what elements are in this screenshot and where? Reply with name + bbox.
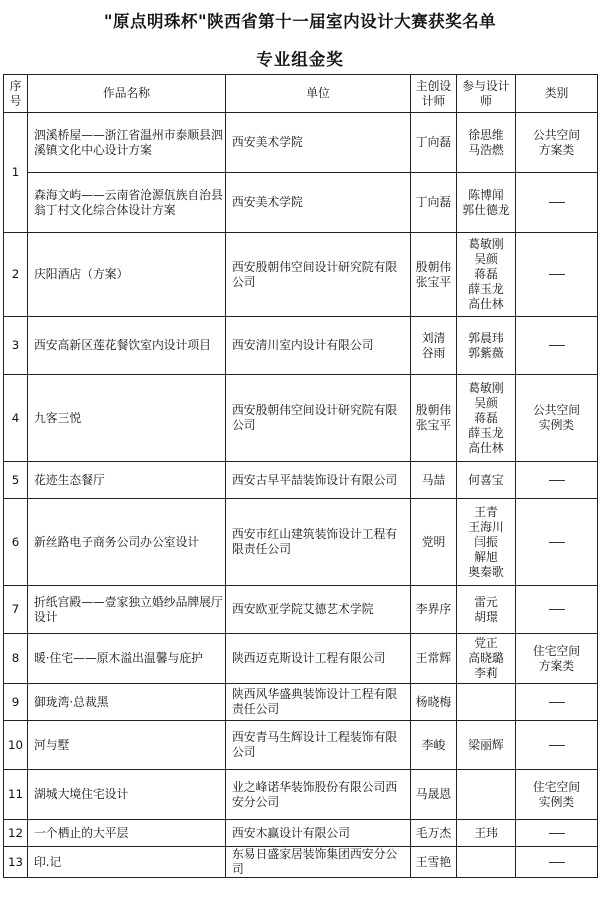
cell-no: 12 <box>4 820 28 847</box>
document-title: "原点明珠杯"陕西省第十一届室内设计大赛获奖名单 <box>103 12 497 31</box>
dash-mark <box>549 542 565 543</box>
cell-unit: 陕西风华盛典装饰设计工程有限责任公司 <box>226 684 411 721</box>
table-row <box>4 820 598 847</box>
cell-lead: 李界序 <box>411 586 457 634</box>
cell-no: 8 <box>4 634 28 684</box>
cell-no: 7 <box>4 586 28 634</box>
table-row <box>4 499 598 586</box>
cell-unit: 西安美术学院 <box>226 173 411 233</box>
cell-members: 徐思维 马浩燃 <box>457 113 516 173</box>
header-lead: 主创设计师 <box>411 75 457 113</box>
cell-category: 住宅空间 方案类 <box>516 634 598 684</box>
cell-category <box>516 173 598 233</box>
cell-work: 印.记 <box>28 847 226 878</box>
cell-unit: 东易日盛家居装饰集团西安分公司 <box>226 847 411 878</box>
table-row <box>4 634 598 684</box>
dash-mark <box>549 345 565 346</box>
cell-unit: 西安欧亚学院艾德艺术学院 <box>226 586 411 634</box>
cell-lead: 马喆 <box>411 462 457 499</box>
cell-members: 雷元 胡璟 <box>457 586 516 634</box>
cell-lead: 王常辉 <box>411 634 457 684</box>
cell-no: 3 <box>4 317 28 375</box>
cell-work: 森海文屿——云南省沧源佤族自治县翁丁村文化综合体设计方案 <box>28 173 226 233</box>
cell-category <box>516 233 598 317</box>
document-subtitle: 专业组金奖 <box>256 50 344 69</box>
cell-work: 折纸宫殿——壹家独立婚纱品牌展厅设计 <box>28 586 226 634</box>
cell-category <box>516 847 598 878</box>
cell-work: 庆阳酒店（方案） <box>28 233 226 317</box>
cell-work: 西安高新区莲花餐饮室内设计项目 <box>28 317 226 375</box>
cell-no: 4 <box>4 375 28 462</box>
cell-unit: 业之峰诺华装饰股份有限公司西安分公司 <box>226 770 411 820</box>
awards-table <box>3 74 598 878</box>
cell-members: 陈博闻 郭仕德龙 <box>457 173 516 233</box>
cell-lead: 王雪艳 <box>411 847 457 878</box>
cell-members: 何喜宝 <box>457 462 516 499</box>
cell-lead: 殷朝伟 张宝平 <box>411 375 457 462</box>
cell-unit: 西安清川室内设计有限公司 <box>226 317 411 375</box>
cell-work: 新丝路电子商务公司办公室设计 <box>28 499 226 586</box>
cell-no: 10 <box>4 721 28 770</box>
cell-no: 6 <box>4 499 28 586</box>
cell-lead: 殷朝伟 张宝平 <box>411 233 457 317</box>
table-header-row <box>4 75 598 113</box>
table-row <box>4 317 598 375</box>
cell-no: 1 <box>4 113 28 233</box>
table-row <box>4 847 598 878</box>
cell-category <box>516 820 598 847</box>
cell-unit: 西安美术学院 <box>226 113 411 173</box>
cell-category <box>516 586 598 634</box>
header-no: 序号 <box>4 75 28 113</box>
cell-unit: 西安青马生辉设计工程装饰有限公司 <box>226 721 411 770</box>
cell-members <box>457 770 516 820</box>
cell-members: 党正 高晓璐 李莉 <box>457 634 516 684</box>
dash-mark <box>549 833 565 834</box>
cell-lead: 马晟恩 <box>411 770 457 820</box>
cell-category <box>516 721 598 770</box>
cell-category <box>516 317 598 375</box>
cell-category: 公共空间 方案类 <box>516 113 598 173</box>
cell-work: 泗溪桥屋——浙江省温州市泰顺县泗溪镇文化中心设计方案 <box>28 113 226 173</box>
cell-lead: 党明 <box>411 499 457 586</box>
table-row <box>4 375 598 462</box>
cell-lead: 刘清 谷雨 <box>411 317 457 375</box>
table-row <box>4 684 598 721</box>
dash-mark <box>549 202 565 203</box>
cell-category: 住宅空间 实例类 <box>516 770 598 820</box>
cell-members: 郭晨玮 郭紫薇 <box>457 317 516 375</box>
table-row <box>4 462 598 499</box>
cell-no: 5 <box>4 462 28 499</box>
table-row <box>4 233 598 317</box>
table-row <box>4 586 598 634</box>
cell-members <box>457 847 516 878</box>
cell-category: 公共空间 实例类 <box>516 375 598 462</box>
cell-no: 13 <box>4 847 28 878</box>
cell-unit: 西安殷朝伟空间设计研究院有限公司 <box>226 375 411 462</box>
cell-unit: 西安殷朝伟空间设计研究院有限公司 <box>226 233 411 317</box>
dash-mark <box>549 862 565 863</box>
cell-lead: 丁向磊 <box>411 113 457 173</box>
cell-work: 花迹生态餐厅 <box>28 462 226 499</box>
cell-work: 暖·住宅——原木溢出温馨与庇护 <box>28 634 226 684</box>
cell-members: 葛敏刚 吴颜 蒋磊 薛玉龙 高仕林 <box>457 233 516 317</box>
dash-mark <box>549 480 565 481</box>
dash-mark <box>549 745 565 746</box>
cell-work: 九客三悦 <box>28 375 226 462</box>
cell-members: 王青 王海川 闫振 解旭 奥秦歌 <box>457 499 516 586</box>
table-row <box>4 721 598 770</box>
cell-unit: 陕西迈克斯设计工程有限公司 <box>226 634 411 684</box>
cell-members: 王玮 <box>457 820 516 847</box>
cell-lead: 杨晓梅 <box>411 684 457 721</box>
table-row <box>4 770 598 820</box>
cell-members: 葛敏刚 吴颜 蒋磊 薛玉龙 高仕林 <box>457 375 516 462</box>
cell-category <box>516 462 598 499</box>
cell-lead: 丁向磊 <box>411 173 457 233</box>
dash-mark <box>549 274 565 275</box>
cell-members <box>457 684 516 721</box>
cell-work: 一个栖止的大平层 <box>28 820 226 847</box>
cell-no: 9 <box>4 684 28 721</box>
table-body <box>4 113 598 878</box>
table-row <box>4 113 598 173</box>
cell-no: 2 <box>4 233 28 317</box>
header-members: 参与设计师 <box>457 75 516 113</box>
table-row <box>4 173 598 233</box>
cell-unit: 西安古早平喆装饰设计有限公司 <box>226 462 411 499</box>
cell-unit: 西安木赢设计有限公司 <box>226 820 411 847</box>
cell-work: 河与墅 <box>28 721 226 770</box>
cell-category <box>516 684 598 721</box>
cell-work: 湖城大境住宅设计 <box>28 770 226 820</box>
cell-lead: 李峻 <box>411 721 457 770</box>
cell-unit: 西安市红山建筑装饰设计工程有限责任公司 <box>226 499 411 586</box>
header-category: 类别 <box>516 75 598 113</box>
cell-lead: 毛万杰 <box>411 820 457 847</box>
dash-mark <box>549 702 565 703</box>
dash-mark <box>549 609 565 610</box>
cell-work: 御珑湾·总裁黑 <box>28 684 226 721</box>
cell-category <box>516 499 598 586</box>
cell-no: 11 <box>4 770 28 820</box>
cell-members: 梁丽辉 <box>457 721 516 770</box>
header-unit: 单位 <box>226 75 411 113</box>
header-work: 作品名称 <box>28 75 226 113</box>
